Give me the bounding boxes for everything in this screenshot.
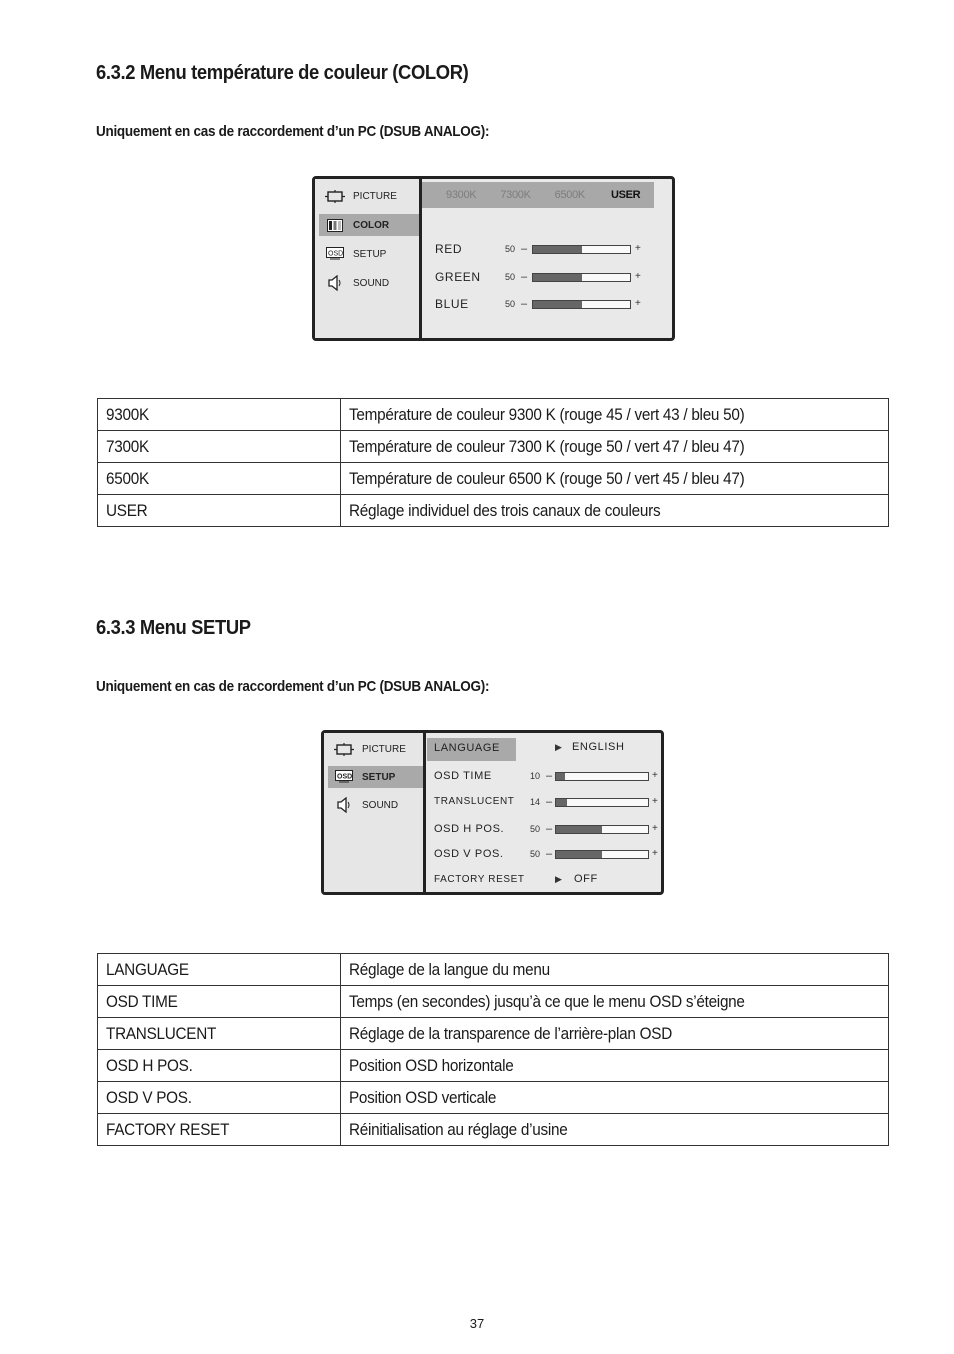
- cell-text: OSD H POS.: [106, 1055, 193, 1075]
- table-cell-description: [341, 986, 889, 1018]
- slider-label: GREEN: [435, 270, 481, 284]
- osd-nav-sound[interactable]: [328, 794, 423, 816]
- cell-text: Position OSD horizontale: [349, 1055, 514, 1075]
- section-note-color: Uniquement en cas de raccordement d’un PC (DSUB ANALOG):: [96, 123, 490, 140]
- slider-minus[interactable]: –: [521, 271, 528, 283]
- cell-text: FACTORY RESET: [106, 1119, 230, 1139]
- tab-user[interactable]: USER: [610, 189, 641, 201]
- slider-value: 10: [530, 771, 541, 781]
- table-cell-term: [98, 1018, 341, 1050]
- table-cell-term: [98, 1114, 341, 1146]
- svg-text:OSD: OSD: [328, 250, 344, 258]
- slider-minus[interactable]: –: [521, 298, 528, 310]
- tab-7300k[interactable]: 7300K: [500, 189, 531, 201]
- cell-text: 9300K: [106, 404, 149, 424]
- section-heading-color: 6.3.2 Menu température de couleur (COLOR): [96, 62, 469, 84]
- table-cell-description: [341, 399, 889, 431]
- slider-minus[interactable]: –: [546, 823, 553, 835]
- osd-nav-label: PICTURE: [353, 190, 397, 202]
- slider-fill: [533, 301, 582, 308]
- page-number: 37: [469, 1316, 485, 1331]
- picture-icon: [334, 742, 354, 756]
- section-heading-setup: 6.3.3 Menu SETUP: [96, 617, 251, 639]
- osd-nav-color[interactable]: [319, 214, 419, 236]
- slider-fill: [533, 274, 582, 281]
- osd-nav-setup[interactable]: [328, 766, 423, 788]
- osd-nav-label: COLOR: [353, 219, 390, 231]
- osd-color-menu: [312, 176, 675, 341]
- table-cell-term: [98, 399, 341, 431]
- slider-label: BLUE: [435, 297, 469, 311]
- osd-item-label[interactable]: FACTORY RESET: [434, 874, 525, 885]
- osd-item-value[interactable]: ENGLISH: [572, 741, 625, 753]
- table-row: [98, 986, 889, 1018]
- cell-text: LANGUAGE: [106, 959, 189, 979]
- slider-plus[interactable]: +: [652, 823, 658, 834]
- speaker-icon: [334, 798, 354, 812]
- slider-plus[interactable]: +: [635, 243, 641, 254]
- table-cell-term: [98, 495, 341, 527]
- table-cell-description: [341, 1050, 889, 1082]
- table-row: [98, 1114, 889, 1146]
- tab-6500k[interactable]: 6500K: [554, 189, 585, 201]
- table-cell-term: [98, 954, 341, 986]
- table-row: [98, 431, 889, 463]
- table-cell-description: [341, 1114, 889, 1146]
- cell-text: Position OSD verticale: [349, 1087, 497, 1107]
- osd-nav-panel: [324, 733, 426, 892]
- arrow-right-icon: ▶: [555, 874, 562, 884]
- speaker-icon: [325, 276, 345, 290]
- slider-track[interactable]: [555, 798, 649, 807]
- slider-value: 14: [530, 797, 541, 807]
- cell-text: Réinitialisation au réglage d’usine: [349, 1119, 568, 1139]
- osd-temperature-tabs: [422, 182, 654, 208]
- osd-item-label[interactable]: OSD V POS.: [434, 848, 504, 860]
- slider-minus[interactable]: –: [521, 243, 528, 255]
- slider-track[interactable]: [532, 300, 631, 309]
- table-row: [98, 1082, 889, 1114]
- slider-fill: [556, 826, 602, 833]
- slider-plus[interactable]: +: [652, 770, 658, 781]
- osd-nav-picture[interactable]: [319, 185, 419, 207]
- slider-plus[interactable]: +: [635, 298, 641, 309]
- cell-text: Température de couleur 7300 K (rouge 50 / vert 47 / bleu 47): [349, 436, 745, 456]
- table-cell-description: [341, 1018, 889, 1050]
- osd-nav-sound[interactable]: [319, 272, 419, 294]
- table-row: [98, 1018, 889, 1050]
- table-cell-description: [341, 463, 889, 495]
- section-note-setup: Uniquement en cas de raccordement d’un PC (DSUB ANALOG):: [96, 678, 490, 695]
- slider-plus[interactable]: +: [635, 271, 641, 282]
- slider-track[interactable]: [532, 273, 631, 282]
- table-row: [98, 1050, 889, 1082]
- osd-item-label[interactable]: OSD H POS.: [434, 823, 505, 835]
- table-row: [98, 463, 889, 495]
- table-cell-description: [341, 495, 889, 527]
- table-cell-term: [98, 463, 341, 495]
- slider-track[interactable]: [555, 772, 649, 781]
- table-row: [98, 495, 889, 527]
- picture-icon: [325, 189, 345, 203]
- table-cell-term: [98, 431, 341, 463]
- cell-text: Température de couleur 6500 K (rouge 50 / vert 45 / bleu 47): [349, 468, 745, 488]
- table-row: [98, 954, 889, 986]
- cell-text: 7300K: [106, 436, 149, 456]
- table-row: [98, 399, 889, 431]
- cell-text: TRANSLUCENT: [106, 1023, 217, 1043]
- cell-text: USER: [106, 500, 148, 520]
- table-cell-description: [341, 954, 889, 986]
- slider-value: 50: [505, 244, 516, 254]
- osd-item-label[interactable]: OSD TIME: [434, 770, 492, 782]
- setup-spec-table: [97, 953, 889, 1146]
- slider-minus[interactable]: –: [546, 770, 553, 782]
- osd-nav-label: SETUP: [362, 771, 396, 783]
- slider-fill: [556, 799, 567, 806]
- table-cell-description: [341, 1082, 889, 1114]
- slider-fill: [533, 246, 582, 253]
- osd-setup-icon: [334, 770, 354, 784]
- cell-text: Réglage de la langue du menu: [349, 959, 550, 979]
- slider-track[interactable]: [555, 850, 649, 859]
- slider-plus[interactable]: +: [652, 848, 658, 859]
- slider-value: 50: [505, 299, 516, 309]
- osd-item-label[interactable]: TRANSLUCENT: [434, 796, 515, 807]
- slider-value: 50: [530, 824, 541, 834]
- cell-text: OSD TIME: [106, 991, 178, 1011]
- cell-text: OSD V POS.: [106, 1087, 192, 1107]
- osd-nav-label: SOUND: [362, 799, 399, 811]
- osd-nav-panel: [315, 179, 422, 338]
- osd-item-label[interactable]: LANGUAGE: [434, 742, 500, 754]
- slider-track[interactable]: [532, 245, 631, 254]
- osd-nav-label: PICTURE: [362, 743, 406, 755]
- slider-minus[interactable]: –: [546, 848, 553, 860]
- table-cell-term: [98, 1082, 341, 1114]
- osd-nav-setup[interactable]: [319, 243, 419, 265]
- slider-fill: [556, 851, 602, 858]
- slider-plus[interactable]: +: [652, 796, 658, 807]
- cell-text: Réglage individuel des trois canaux de couleurs: [349, 500, 661, 520]
- osd-setup-icon: [325, 247, 345, 261]
- cell-text: Temps (en secondes) jusqu’à ce que le menu OSD s’éteigne: [349, 991, 745, 1011]
- osd-nav-picture[interactable]: [328, 738, 423, 760]
- tab-9300k[interactable]: 9300K: [446, 189, 477, 201]
- cell-text: Température de couleur 9300 K (rouge 45 / vert 43 / bleu 50): [349, 404, 745, 424]
- osd-nav-label: SOUND: [353, 277, 390, 289]
- slider-minus[interactable]: –: [546, 796, 553, 808]
- table-cell-description: [341, 431, 889, 463]
- slider-label: RED: [435, 242, 463, 256]
- color-icon: [325, 218, 345, 232]
- cell-text: Réglage de la transparence de l’arrière-plan OSD: [349, 1023, 672, 1043]
- arrow-right-icon: ▶: [555, 742, 562, 752]
- slider-track[interactable]: [555, 825, 649, 834]
- svg-text:OSD: OSD: [337, 773, 353, 781]
- cell-text: 6500K: [106, 468, 149, 488]
- osd-item-value[interactable]: OFF: [574, 873, 598, 885]
- osd-nav-label: SETUP: [353, 248, 387, 260]
- color-spec-table: [97, 398, 889, 527]
- slider-value: 50: [530, 849, 541, 859]
- osd-setup-menu: [321, 730, 664, 895]
- slider-fill: [556, 773, 565, 780]
- table-cell-term: [98, 986, 341, 1018]
- table-cell-term: [98, 1050, 341, 1082]
- slider-value: 50: [505, 272, 516, 282]
